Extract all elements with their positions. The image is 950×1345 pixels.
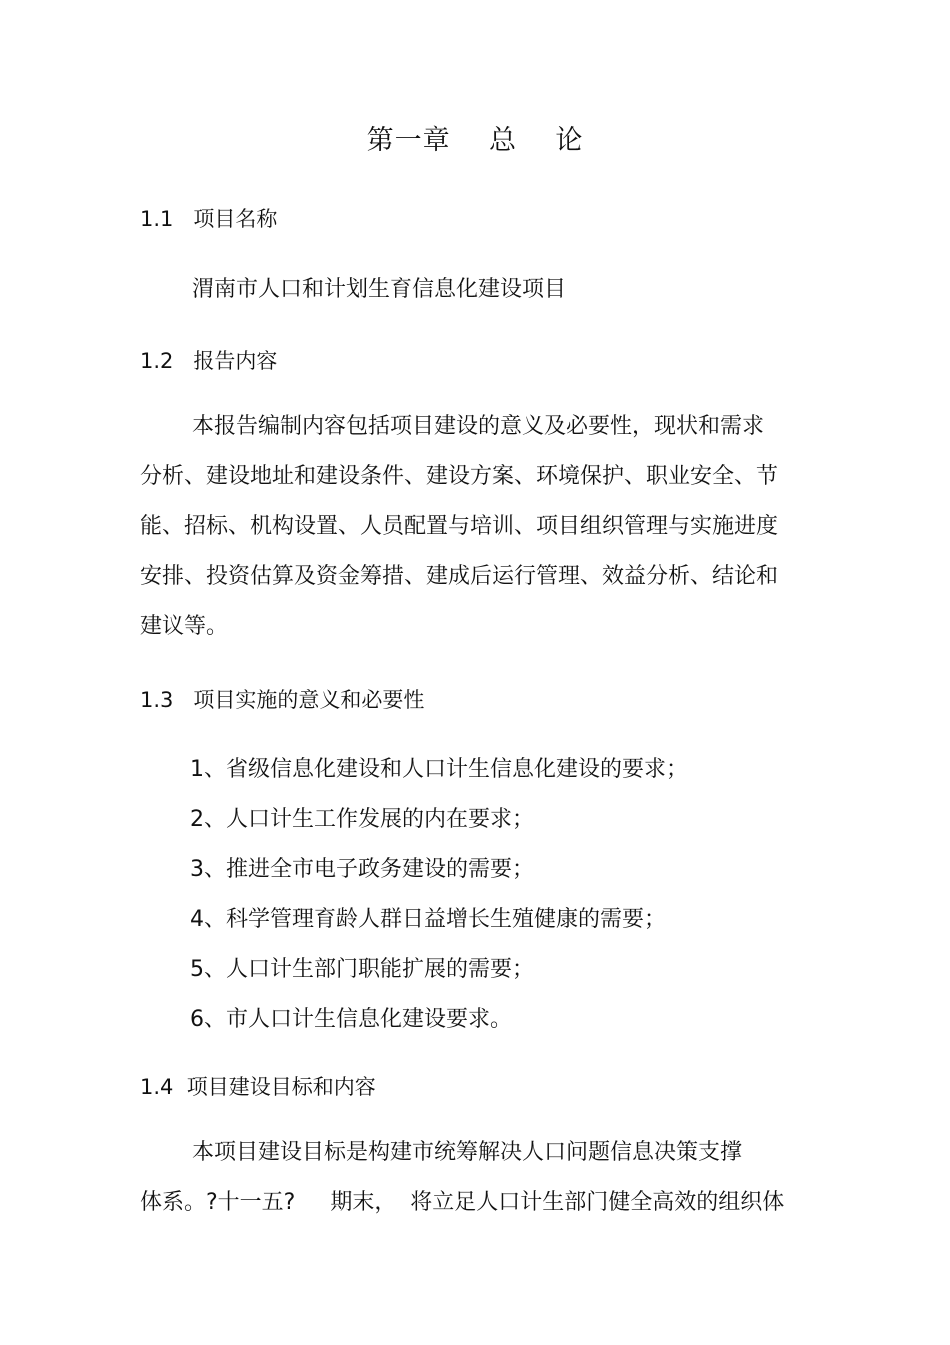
section-heading-1-4: 1.4 项目建设目标和内容 [140,1075,376,1099]
list-item: 2、人口计生工作发展的内在要求； [190,807,534,832]
project-goal-paragraph [140,1128,800,1228]
section-heading-1-1: 1.1 项目名称 [140,207,278,231]
report-content-paragraph: 本报告编制内容包括项目建设的意义及必要性，现状和需求分析、建设地址和建设条件、建设方案、环境保护、职业安全、节能、招标、机构设置、人员配置与培训、项目组织管理与实施进度安排、投资估算及资金筹措、建成后运行管理、效益分析、结论和建议等。 [140,414,779,639]
list-item: 6、市人口计生信息化建设要求。 [190,1007,512,1032]
project-goal-line-2: 体系。?十一五? 期末， 将立足人口计生部门健全高效的组织体 [140,1190,785,1215]
project-name-text: 渭南市人口和计划生育信息化建设项目 [192,277,567,302]
necessity-list [190,745,688,1045]
list-item: 1、省级信息化建设和人口计生信息化建设的要求； [190,757,688,782]
section-heading-1-2: 1.2 报告内容 [140,349,278,373]
list-item: 4、科学管理育龄人群日益增长生殖健康的需要； [190,907,666,932]
list-item: 5、人口计生部门职能扩展的需要； [190,957,534,982]
project-goal-line-1: 本项目建设目标是构建市统筹解决人口问题信息决策支撑 [192,1140,743,1165]
chapter-title: 第一章 总 论 [366,125,584,156]
list-item: 3、推进全市电子政务建设的需要； [190,857,534,882]
section-heading-1-3: 1.3 项目实施的意义和必要性 [140,688,425,712]
